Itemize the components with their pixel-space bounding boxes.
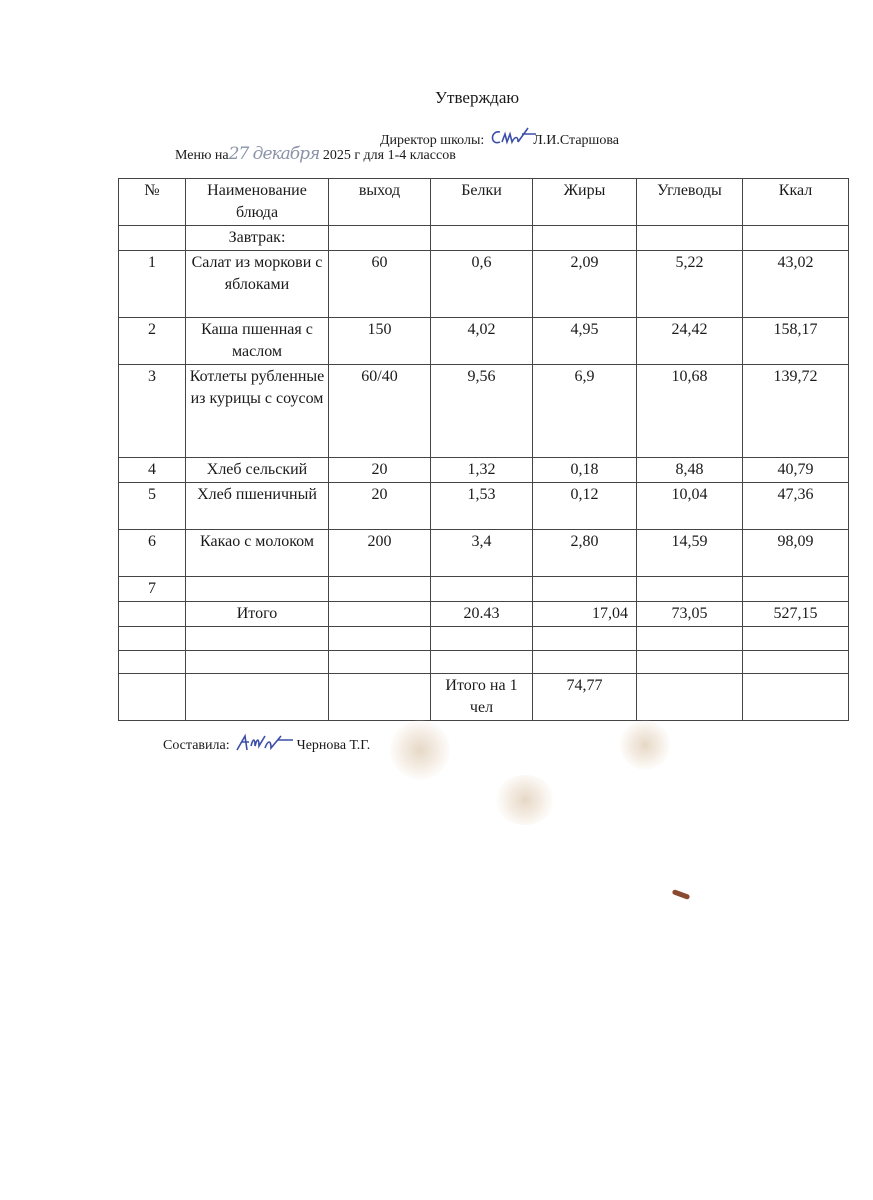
zhiry: 0,12 xyxy=(533,483,637,530)
dish-name: Хлеб пшеничный xyxy=(186,483,329,530)
zhiry: 0,18 xyxy=(533,458,637,483)
header-cell: Наименование блюда xyxy=(186,179,329,226)
table-row xyxy=(119,251,849,318)
director-name: Л.И.Старшова xyxy=(533,133,619,148)
belki: 0,6 xyxy=(431,251,533,318)
menu-suffix: 2025 г для 1-4 классов xyxy=(322,148,456,163)
menu-prefix: Меню на xyxy=(175,148,229,163)
dish-name xyxy=(186,577,329,602)
kcal: 139,72 xyxy=(743,365,849,458)
table-row xyxy=(119,483,849,530)
kcal xyxy=(743,577,849,602)
section-label: Завтрак: xyxy=(186,226,329,251)
row-number: 7 xyxy=(119,577,186,602)
kcal: 98,09 xyxy=(743,530,849,577)
portion: 20 xyxy=(329,458,431,483)
header-cell: Жиры xyxy=(533,179,637,226)
uglevody xyxy=(637,577,743,602)
section-row xyxy=(119,226,849,251)
belki: 9,56 xyxy=(431,365,533,458)
portion: 20 xyxy=(329,483,431,530)
menu-table xyxy=(118,178,849,721)
empty-row xyxy=(119,651,849,674)
row-number: 3 xyxy=(119,365,186,458)
composed-line xyxy=(163,732,370,754)
table-row xyxy=(119,577,849,602)
dish-name: Какао с молоком xyxy=(186,530,329,577)
dish-name: Каша пшенная с маслом xyxy=(186,318,329,365)
dish-name: Хлеб сельский xyxy=(186,458,329,483)
row-number: 6 xyxy=(119,530,186,577)
dish-name: Котлеты рубленные из курицы с соусом xyxy=(186,365,329,458)
header-cell: выход xyxy=(329,179,431,226)
zhiry: 2,09 xyxy=(533,251,637,318)
row-number: 5 xyxy=(119,483,186,530)
total-uglevody: 73,05 xyxy=(637,602,743,627)
uglevody: 14,59 xyxy=(637,530,743,577)
belki: 1,53 xyxy=(431,483,533,530)
per-person-row xyxy=(119,674,849,721)
portion: 200 xyxy=(329,530,431,577)
kcal: 47,36 xyxy=(743,483,849,530)
approve-heading: Утверждаю xyxy=(435,88,520,107)
total-belki: 20.43 xyxy=(431,602,533,627)
kcal: 40,79 xyxy=(743,458,849,483)
paper-stain xyxy=(672,889,691,900)
total-kcal: 527,15 xyxy=(743,602,849,627)
belki: 1,32 xyxy=(431,458,533,483)
paper-stain xyxy=(390,720,450,780)
total-row xyxy=(119,602,849,627)
zhiry: 4,95 xyxy=(533,318,637,365)
composed-name: Чернова Т.Г. xyxy=(296,738,371,753)
belki xyxy=(431,577,533,602)
header-cell: Ккал xyxy=(743,179,849,226)
row-number: 1 xyxy=(119,251,186,318)
menu-date-handwritten: 27 декабря xyxy=(228,144,320,164)
uglevody: 5,22 xyxy=(637,251,743,318)
portion: 150 xyxy=(329,318,431,365)
table-header-row xyxy=(119,179,849,226)
zhiry: 2,80 xyxy=(533,530,637,577)
composed-signature xyxy=(233,732,303,754)
director-signature xyxy=(488,126,538,148)
uglevody: 8,48 xyxy=(637,458,743,483)
per-person-label: Итого на 1 чел xyxy=(431,674,533,721)
portion xyxy=(329,577,431,602)
portion: 60/40 xyxy=(329,365,431,458)
row-number: 4 xyxy=(119,458,186,483)
table-row xyxy=(119,365,849,458)
table-row xyxy=(119,530,849,577)
dish-name: Салат из моркови с яблоками xyxy=(186,251,329,318)
belki: 4,02 xyxy=(431,318,533,365)
paper-stain xyxy=(620,720,670,770)
menu-line xyxy=(175,144,456,164)
header-cell: Белки xyxy=(431,179,533,226)
per-person-value: 74,77 xyxy=(533,674,637,721)
zhiry xyxy=(533,577,637,602)
uglevody: 10,68 xyxy=(637,365,743,458)
composed-label: Составила: xyxy=(163,738,230,753)
header-cell: Углеводы xyxy=(637,179,743,226)
paper-stain xyxy=(495,775,555,825)
row-number: 2 xyxy=(119,318,186,365)
portion: 60 xyxy=(329,251,431,318)
belki: 3,4 xyxy=(431,530,533,577)
total-zhiry: 17,04 xyxy=(533,602,637,627)
zhiry: 6,9 xyxy=(533,365,637,458)
kcal: 158,17 xyxy=(743,318,849,365)
director-label: Директор школы: xyxy=(380,133,485,148)
table-row xyxy=(119,318,849,365)
uglevody: 24,42 xyxy=(637,318,743,365)
uglevody: 10,04 xyxy=(637,483,743,530)
total-label: Итого xyxy=(186,602,329,627)
header-cell: № xyxy=(119,179,186,226)
table-row xyxy=(119,458,849,483)
empty-row xyxy=(119,627,849,651)
kcal: 43,02 xyxy=(743,251,849,318)
